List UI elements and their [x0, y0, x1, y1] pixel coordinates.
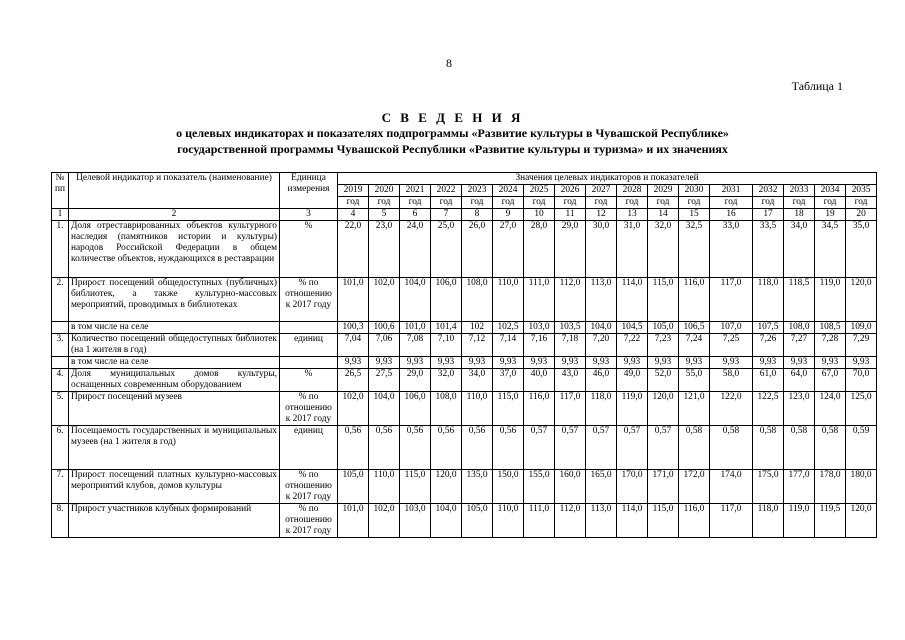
- table-row: [52, 392, 877, 426]
- row-value: 9,93: [338, 357, 369, 369]
- row-value: 9,93: [431, 357, 462, 369]
- header-year-suffix: год: [369, 197, 400, 209]
- row-value: 115,0: [493, 392, 524, 426]
- row-value: 107,0: [710, 322, 753, 334]
- row-value: 24,0: [400, 221, 431, 278]
- row-number: [52, 322, 69, 334]
- row-value: 61,0: [753, 369, 784, 392]
- row-value: 119,0: [815, 278, 846, 322]
- column-number: 18: [784, 209, 815, 221]
- row-value: 165,0: [586, 470, 617, 504]
- row-value: 122,0: [710, 392, 753, 426]
- row-number: 5.: [52, 392, 69, 426]
- row-value: 105,0: [338, 470, 369, 504]
- row-value: 111,0: [524, 278, 555, 322]
- header-year: 2031: [710, 185, 753, 197]
- row-value: 111,0: [524, 504, 555, 538]
- row-value: 9,93: [400, 357, 431, 369]
- header-year-suffix: год: [753, 197, 784, 209]
- document-subtitle-line-1: о целевых индикаторах и показателях подпрограммы «Развитие культуры в Чувашской Республике»: [176, 126, 729, 140]
- row-value: 0,56: [493, 426, 524, 470]
- header-row: [52, 173, 877, 185]
- row-value: 0,58: [815, 426, 846, 470]
- header-year: 2023: [462, 185, 493, 197]
- column-number: 16: [710, 209, 753, 221]
- column-number: 19: [815, 209, 846, 221]
- header-year: 2035: [846, 185, 877, 197]
- header-year: 2019: [338, 185, 369, 197]
- row-value: 119,0: [784, 504, 815, 538]
- row-value: 117,0: [710, 278, 753, 322]
- row-value: 32,5: [679, 221, 710, 278]
- row-number: 8.: [52, 504, 69, 538]
- row-value: 40,0: [524, 369, 555, 392]
- row-value: 27,0: [493, 221, 524, 278]
- document-subtitle-line-2: государственной программы Чувашской Республики «Развитие культуры и туризма» и их значениях: [177, 142, 728, 156]
- row-value: 106,5: [679, 322, 710, 334]
- row-value: 7,08: [400, 334, 431, 357]
- row-value: 23,0: [369, 221, 400, 278]
- row-indicator-name: Доля отреставрированных объектов культурного наследия (памятников истории и культуры) народов Российской Федерации в общем количестве объектов, нуждающихся в реставрации: [69, 221, 280, 278]
- row-value: 7,04: [338, 334, 369, 357]
- row-value: 117,0: [710, 504, 753, 538]
- row-value: 28,0: [524, 221, 555, 278]
- row-unit: %: [280, 369, 338, 392]
- row-value: 104,5: [617, 322, 648, 334]
- row-value: 0,57: [586, 426, 617, 470]
- row-value: 102: [462, 322, 493, 334]
- row-value: 110,0: [462, 392, 493, 426]
- row-value: 113,0: [586, 278, 617, 322]
- row-value: 32,0: [648, 221, 679, 278]
- row-value: 7,25: [710, 334, 753, 357]
- row-value: 31,0: [617, 221, 648, 278]
- row-value: 7,12: [462, 334, 493, 357]
- row-value: 119,5: [815, 504, 846, 538]
- row-value: 123,0: [784, 392, 815, 426]
- row-value: 118,0: [586, 392, 617, 426]
- header-year-suffix: год: [338, 197, 369, 209]
- row-value: 0,57: [555, 426, 586, 470]
- row-value: 33,0: [710, 221, 753, 278]
- row-value: 114,0: [617, 278, 648, 322]
- row-value: 55,0: [679, 369, 710, 392]
- column-number: 1: [52, 209, 69, 221]
- column-number: 6: [400, 209, 431, 221]
- column-number: 13: [617, 209, 648, 221]
- row-number: 4.: [52, 369, 69, 392]
- header-year: 2021: [400, 185, 431, 197]
- row-value: 107,5: [753, 322, 784, 334]
- column-number: 15: [679, 209, 710, 221]
- row-value: 100,6: [369, 322, 400, 334]
- row-value: 26,5: [338, 369, 369, 392]
- row-value: 170,0: [617, 470, 648, 504]
- row-value: 104,0: [400, 278, 431, 322]
- header-year: 2025: [524, 185, 555, 197]
- row-unit: [280, 322, 338, 334]
- table-label: Таблица 1: [791, 79, 843, 93]
- row-unit: % по отношению к 2017 году: [280, 392, 338, 426]
- header-year: 2027: [586, 185, 617, 197]
- row-value: 29,0: [555, 221, 586, 278]
- row-value: 9,93: [753, 357, 784, 369]
- row-number: [52, 357, 69, 369]
- row-value: 105,0: [648, 322, 679, 334]
- row-value: 180,0: [846, 470, 877, 504]
- row-value: 7,27: [784, 334, 815, 357]
- header-values-group: Значения целевых индикаторов и показателей: [338, 173, 877, 185]
- row-value: 108,0: [462, 278, 493, 322]
- row-value: 109,0: [846, 322, 877, 334]
- row-value: 103,5: [555, 322, 586, 334]
- column-number: 9: [493, 209, 524, 221]
- row-value: 104,0: [586, 322, 617, 334]
- row-value: 101,0: [338, 504, 369, 538]
- row-indicator-name: Посещаемость государственных и муниципальных музеев (на 1 жителя в год): [69, 426, 280, 470]
- row-value: 119,0: [617, 392, 648, 426]
- row-value: 32,0: [431, 369, 462, 392]
- row-number: 6.: [52, 426, 69, 470]
- row-value: 43,0: [555, 369, 586, 392]
- row-value: 7,16: [524, 334, 555, 357]
- row-value: 101,4: [431, 322, 462, 334]
- row-value: 106,0: [400, 392, 431, 426]
- header-num: № пп: [52, 173, 69, 209]
- row-value: 0,56: [462, 426, 493, 470]
- row-value: 7,23: [648, 334, 679, 357]
- row-value: 115,0: [648, 278, 679, 322]
- header-year: 2026: [555, 185, 586, 197]
- row-unit: % по отношению к 2017 году: [280, 504, 338, 538]
- row-value: 108,5: [815, 322, 846, 334]
- row-value: 7,28: [815, 334, 846, 357]
- row-value: 121,0: [679, 392, 710, 426]
- row-value: 26,0: [462, 221, 493, 278]
- header-year-suffix: год: [846, 197, 877, 209]
- table-row: [52, 322, 877, 334]
- row-value: 7,18: [555, 334, 586, 357]
- row-value: 9,93: [710, 357, 753, 369]
- column-number: 20: [846, 209, 877, 221]
- header-year-suffix: год: [586, 197, 617, 209]
- row-value: 58,0: [710, 369, 753, 392]
- row-value: 9,93: [369, 357, 400, 369]
- row-value: 7,24: [679, 334, 710, 357]
- row-value: 155,0: [524, 470, 555, 504]
- row-value: 9,93: [617, 357, 648, 369]
- row-value: 7,06: [369, 334, 400, 357]
- row-value: 37,0: [493, 369, 524, 392]
- row-value: 112,0: [555, 278, 586, 322]
- header-year-suffix: год: [648, 197, 679, 209]
- table-row: [52, 278, 877, 322]
- row-unit: % по отношению к 2017 году: [280, 470, 338, 504]
- row-value: 34,5: [815, 221, 846, 278]
- column-number: 17: [753, 209, 784, 221]
- column-number: 2: [69, 209, 280, 221]
- row-value: 102,0: [369, 504, 400, 538]
- row-value: 117,0: [555, 392, 586, 426]
- row-value: 118,0: [753, 504, 784, 538]
- row-value: 33,5: [753, 221, 784, 278]
- row-value: 104,0: [431, 504, 462, 538]
- row-value: 0,58: [753, 426, 784, 470]
- column-number: 11: [555, 209, 586, 221]
- row-value: 120,0: [846, 278, 877, 322]
- row-value: 25,0: [431, 221, 462, 278]
- header-year-suffix: год: [815, 197, 846, 209]
- row-value: 108,0: [431, 392, 462, 426]
- row-value: 110,0: [369, 470, 400, 504]
- row-value: 103,0: [400, 504, 431, 538]
- header-year: 2034: [815, 185, 846, 197]
- row-unit: единиц: [280, 426, 338, 470]
- row-indicator-name: Прирост посещений музеев: [69, 392, 280, 426]
- header-year: 2028: [617, 185, 648, 197]
- header-unit: Единица измерения: [280, 173, 338, 209]
- header-year: 2033: [784, 185, 815, 197]
- row-value: 135,0: [462, 470, 493, 504]
- header-year-suffix: год: [710, 197, 753, 209]
- header-year: 2024: [493, 185, 524, 197]
- header-year: 2029: [648, 185, 679, 197]
- row-value: 9,93: [784, 357, 815, 369]
- table-row: [52, 357, 877, 369]
- header-year-suffix: год: [462, 197, 493, 209]
- header-year-suffix: год: [431, 197, 462, 209]
- row-value: 9,93: [815, 357, 846, 369]
- row-value: 9,93: [679, 357, 710, 369]
- row-value: 177,0: [784, 470, 815, 504]
- row-unit: %: [280, 221, 338, 278]
- row-value: 34,0: [462, 369, 493, 392]
- row-value: 0,59: [846, 426, 877, 470]
- row-value: 0,57: [524, 426, 555, 470]
- row-value: 115,0: [400, 470, 431, 504]
- row-number: 1.: [52, 221, 69, 278]
- document-title: С В Е Д Е Н И Я: [381, 110, 524, 125]
- row-indicator-name: Прирост посещений общедоступных (публичных) библиотек, а также культурно-массовых мероприятий, проводимых в библиотеках: [69, 278, 280, 322]
- row-value: 9,93: [493, 357, 524, 369]
- header-year: 2030: [679, 185, 710, 197]
- table-row: [52, 334, 877, 357]
- row-value: 34,0: [784, 221, 815, 278]
- row-value: 7,14: [493, 334, 524, 357]
- row-value: 116,0: [524, 392, 555, 426]
- row-value: 124,0: [815, 392, 846, 426]
- header-year-suffix: год: [400, 197, 431, 209]
- header-year-suffix: год: [679, 197, 710, 209]
- row-unit: единиц: [280, 334, 338, 357]
- row-value: 0,58: [710, 426, 753, 470]
- row-value: 102,0: [369, 278, 400, 322]
- row-value: 120,0: [648, 392, 679, 426]
- row-value: 0,57: [617, 426, 648, 470]
- row-value: 116,0: [679, 278, 710, 322]
- column-number: 4: [338, 209, 369, 221]
- row-value: 22,0: [338, 221, 369, 278]
- row-value: 29,0: [400, 369, 431, 392]
- row-value: 110,0: [493, 278, 524, 322]
- indicators-table: [51, 172, 877, 538]
- row-value: 0,57: [648, 426, 679, 470]
- row-indicator-name: Количество посещений общедоступных библиотек (на 1 жителя в год): [69, 334, 280, 357]
- row-value: 110,0: [493, 504, 524, 538]
- row-value: 106,0: [431, 278, 462, 322]
- row-value: 122,5: [753, 392, 784, 426]
- row-value: 9,93: [648, 357, 679, 369]
- row-value: 112,0: [555, 504, 586, 538]
- row-value: 120,0: [846, 504, 877, 538]
- row-indicator-name: в том числе на селе: [69, 322, 280, 334]
- column-number: 8: [462, 209, 493, 221]
- row-value: 46,0: [586, 369, 617, 392]
- header-year-suffix: год: [524, 197, 555, 209]
- row-value: 7,26: [753, 334, 784, 357]
- column-number: 5: [369, 209, 400, 221]
- row-value: 102,0: [338, 392, 369, 426]
- row-value: 30,0: [586, 221, 617, 278]
- row-value: 118,5: [784, 278, 815, 322]
- row-value: 116,0: [679, 504, 710, 538]
- header-year-suffix: год: [493, 197, 524, 209]
- table-row: [52, 369, 877, 392]
- row-value: 0,56: [338, 426, 369, 470]
- row-value: 7,29: [846, 334, 877, 357]
- column-number: 7: [431, 209, 462, 221]
- row-value: 67,0: [815, 369, 846, 392]
- row-value: 118,0: [753, 278, 784, 322]
- table-row: [52, 221, 877, 278]
- row-value: 9,93: [586, 357, 617, 369]
- column-number: 14: [648, 209, 679, 221]
- table-row: [52, 470, 877, 504]
- row-value: 105,0: [462, 504, 493, 538]
- row-value: 7,10: [431, 334, 462, 357]
- column-number: 3: [280, 209, 338, 221]
- header-year-suffix: год: [617, 197, 648, 209]
- row-value: 125,0: [846, 392, 877, 426]
- row-value: 9,93: [555, 357, 586, 369]
- row-value: 0,58: [784, 426, 815, 470]
- row-unit: [280, 357, 338, 369]
- row-value: 171,0: [648, 470, 679, 504]
- row-value: 7,22: [617, 334, 648, 357]
- row-value: 27,5: [369, 369, 400, 392]
- row-value: 52,0: [648, 369, 679, 392]
- header-year: 2022: [431, 185, 462, 197]
- row-value: 160,0: [555, 470, 586, 504]
- row-value: 102,5: [493, 322, 524, 334]
- header-year-suffix: год: [555, 197, 586, 209]
- row-value: 113,0: [586, 504, 617, 538]
- row-value: 174,0: [710, 470, 753, 504]
- header-year-suffix: год: [784, 197, 815, 209]
- row-value: 103,0: [524, 322, 555, 334]
- row-indicator-name: в том числе на селе: [69, 357, 280, 369]
- row-number: 7.: [52, 470, 69, 504]
- row-value: 108,0: [784, 322, 815, 334]
- row-indicator-name: Прирост участников клубных формирований: [69, 504, 280, 538]
- header-year: 2020: [369, 185, 400, 197]
- header-year: 2032: [753, 185, 784, 197]
- row-value: 64,0: [784, 369, 815, 392]
- row-indicator-name: Прирост посещений платных культурно-массовых мероприятий клубов, домов культуры: [69, 470, 280, 504]
- column-numbers-row: [52, 209, 877, 221]
- row-value: 150,0: [493, 470, 524, 504]
- row-value: 175,0: [753, 470, 784, 504]
- page-number: 8: [446, 56, 452, 70]
- table-row: [52, 504, 877, 538]
- row-value: 70,0: [846, 369, 877, 392]
- row-value: 9,93: [846, 357, 877, 369]
- row-value: 0,56: [400, 426, 431, 470]
- row-number: 3.: [52, 334, 69, 357]
- row-value: 100,3: [338, 322, 369, 334]
- row-value: 115,0: [648, 504, 679, 538]
- row-value: 9,93: [462, 357, 493, 369]
- row-value: 7,20: [586, 334, 617, 357]
- row-value: 114,0: [617, 504, 648, 538]
- row-indicator-name: Доля муниципальных домов культуры, оснащенных современным оборудованием: [69, 369, 280, 392]
- row-value: 0,56: [431, 426, 462, 470]
- row-value: 0,56: [369, 426, 400, 470]
- row-value: 101,0: [338, 278, 369, 322]
- row-value: 9,93: [524, 357, 555, 369]
- column-number: 12: [586, 209, 617, 221]
- row-value: 120,0: [431, 470, 462, 504]
- row-unit: % по отношению к 2017 году: [280, 278, 338, 322]
- header-indicator: Целевой индикатор и показатель (наименование): [69, 173, 280, 209]
- column-number: 10: [524, 209, 555, 221]
- row-value: 172,0: [679, 470, 710, 504]
- row-value: 0,58: [679, 426, 710, 470]
- row-number: 2.: [52, 278, 69, 322]
- row-value: 101,0: [400, 322, 431, 334]
- row-value: 104,0: [369, 392, 400, 426]
- row-value: 49,0: [617, 369, 648, 392]
- row-value: 35,0: [846, 221, 877, 278]
- row-value: 178,0: [815, 470, 846, 504]
- table-row: [52, 426, 877, 470]
